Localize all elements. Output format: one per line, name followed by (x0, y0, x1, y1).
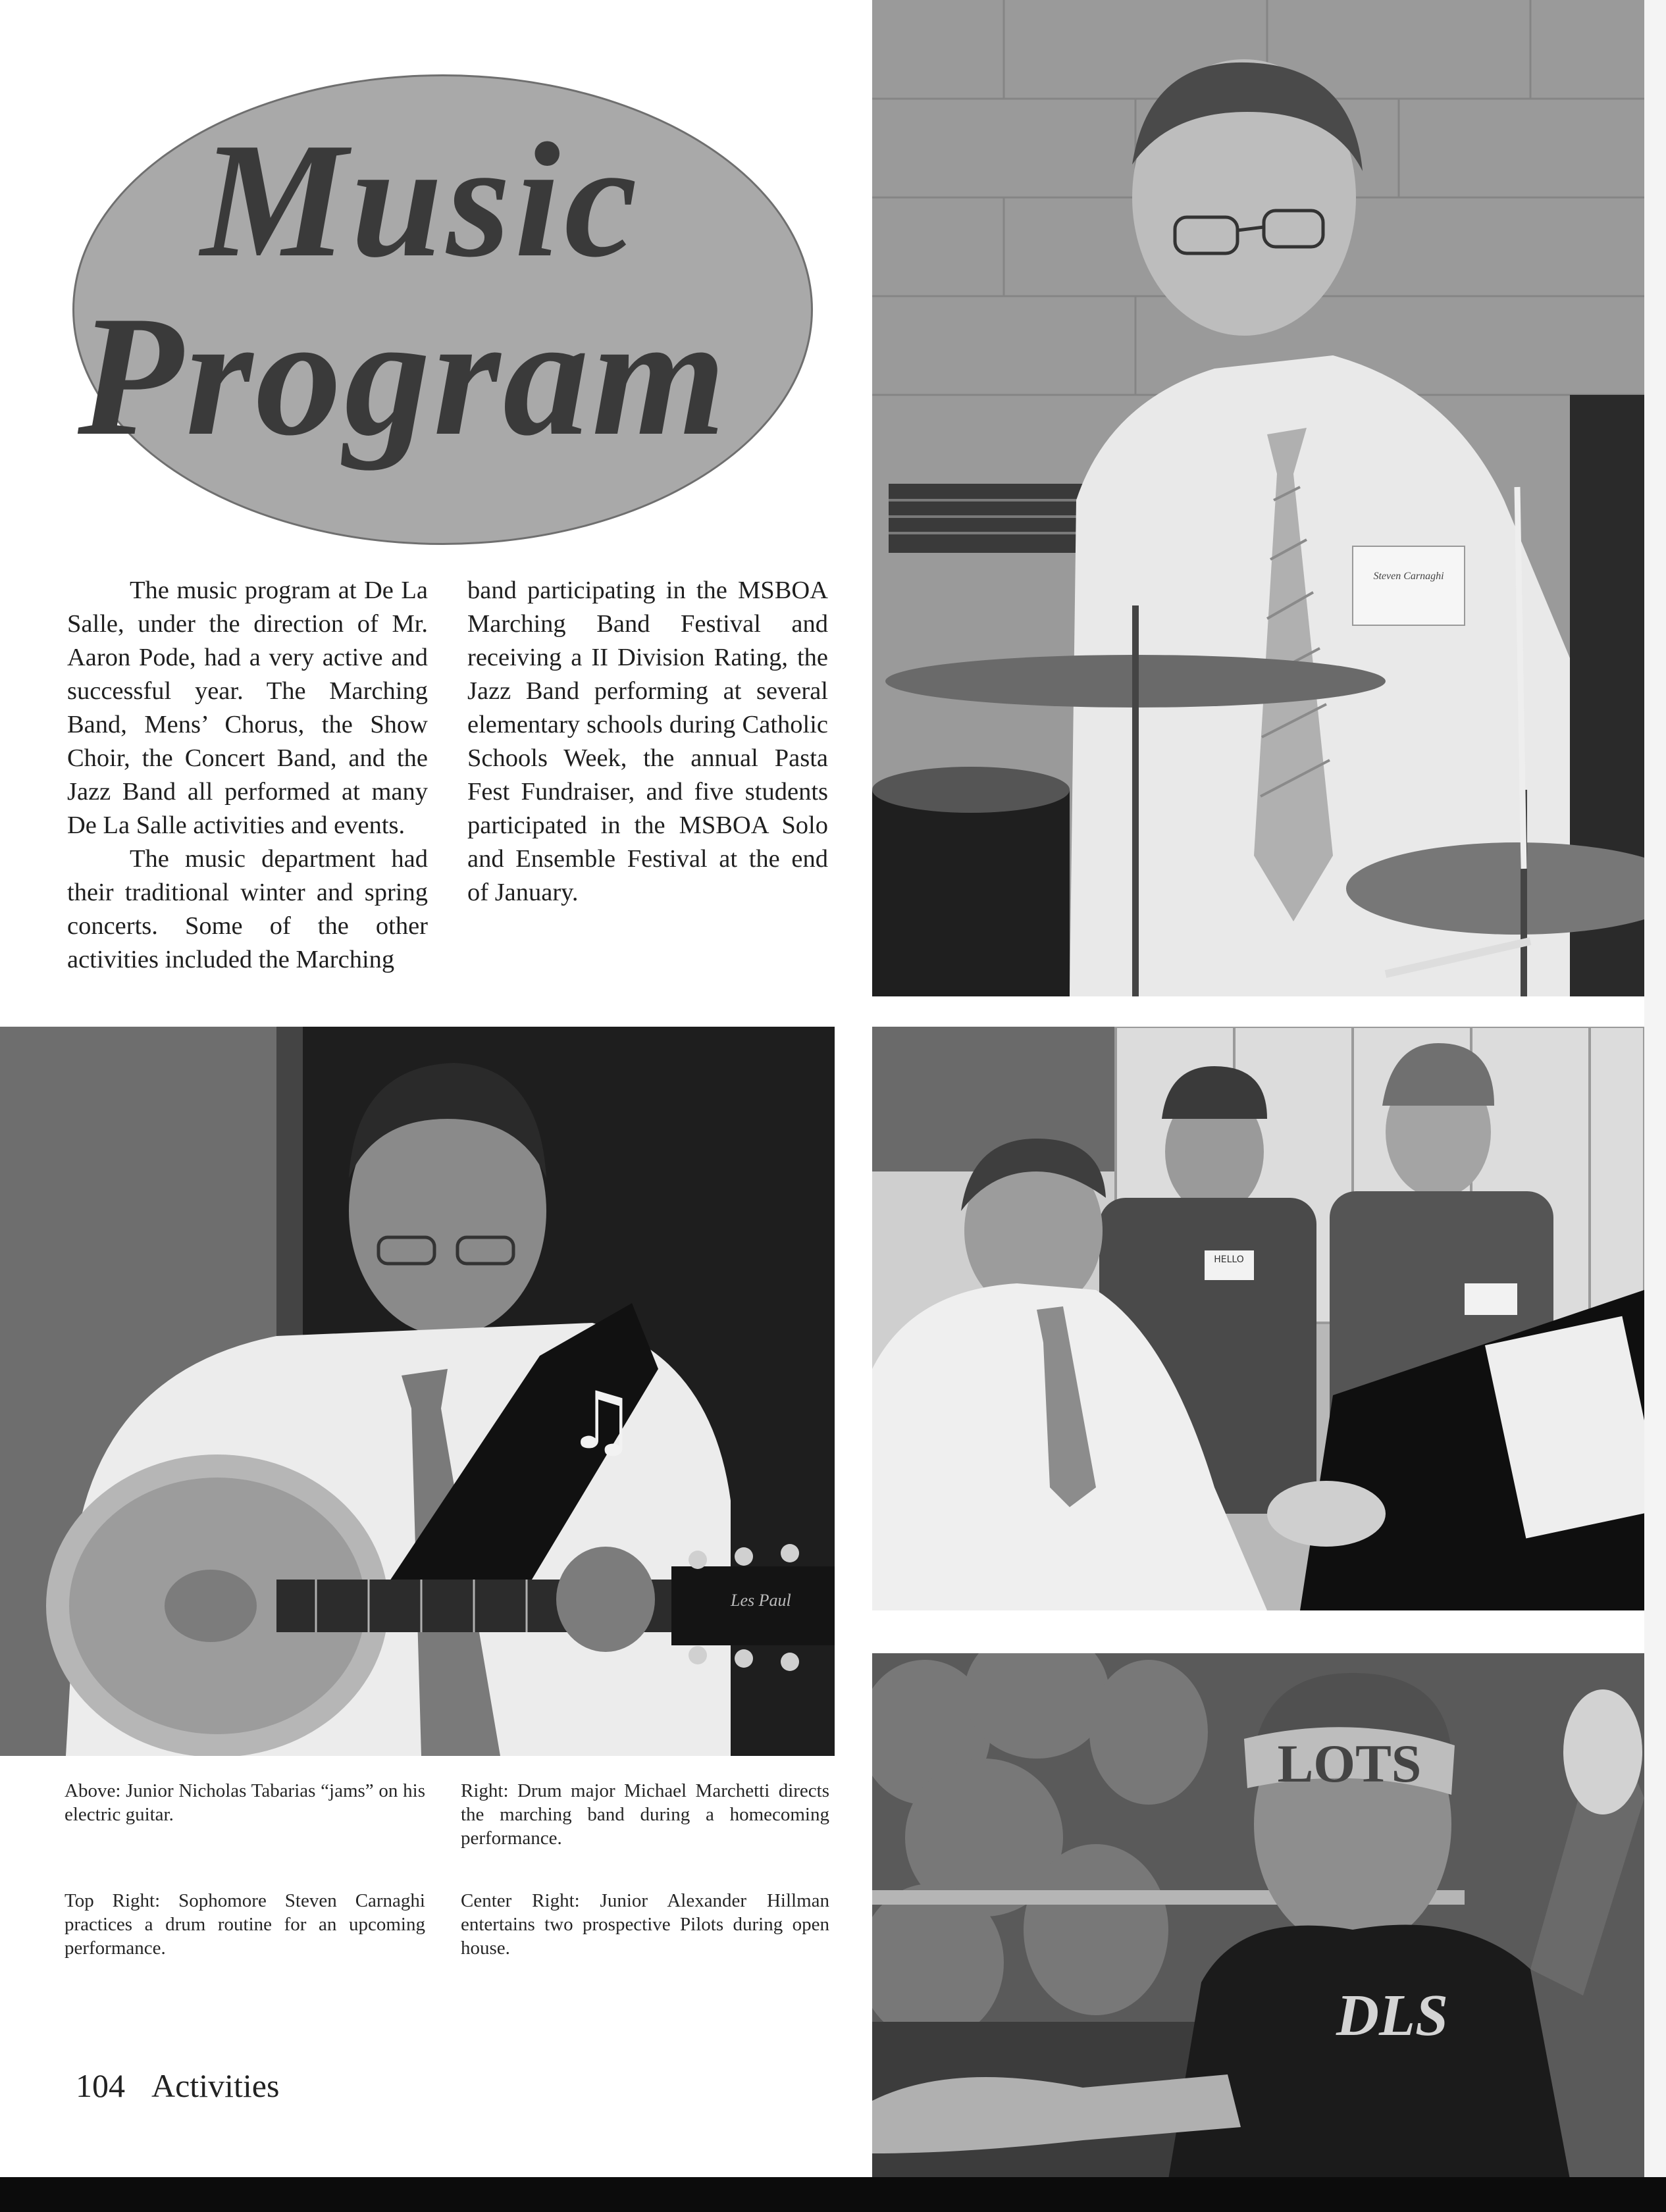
body-paragraph-2: The music department had their traditional winter and spring concerts. Some of the other activities included the Marching (67, 845, 428, 973)
photo-guitarist-image (0, 1027, 835, 1756)
body-paragraph-3: band participating in the MSBOA Marching Band Festival and receiving a II Division Rating, the Jazz Band performing at several elementary schools during Catholic Schools Week, the annual Pasta Fest Fundraiser, and five students participated in the MSBOA Solo and Ensemble Festival at the end of January. (467, 577, 828, 906)
page-footer (76, 2067, 279, 2105)
piano-name-tag-1: HELLO (1214, 1254, 1244, 1265)
body-column-right (467, 574, 828, 910)
caption-above: Above: Junior Nicholas Tabarias “jams” on his electric guitar. (65, 1780, 425, 1825)
photo-pianist-image (872, 1027, 1644, 1610)
body-column-left (67, 574, 428, 977)
svg-text:♫: ♫ (566, 1376, 637, 1467)
photo-drummer (872, 0, 1644, 996)
title-music: Music (201, 109, 642, 292)
body-paragraph-1: The music program at De La Salle, under the direction of Mr. Aaron Pode, had a very active and successful year. The Marching Band, Mens’ Chorus, the Show Choir, the Concert Band, and the Jazz Band all performed at many De La Salle activities and events. (67, 577, 428, 839)
caption-center-right: Center Right: Junior Alexander Hillman entertains two prospective Pilots during open house. (461, 1890, 829, 1959)
photo-drummer-image (872, 0, 1644, 996)
page-edge (1644, 0, 1666, 2177)
headband-text: LOTS (1277, 1734, 1422, 1793)
photo-drum-major (872, 1653, 1644, 2179)
caption-top-right: Top Right: Sophomore Steven Carnaghi practices a drum routine for an upcoming performance. (65, 1890, 425, 1959)
photo-pianist (872, 1027, 1644, 1610)
title-program: Program (78, 280, 729, 471)
page-number: 104 (76, 2067, 125, 2104)
jacket-logo: DLS (1336, 1983, 1449, 2048)
badge-name: Steven Carnaghi (1373, 571, 1444, 582)
headstock-text: Les Paul (731, 1591, 791, 1610)
caption-right: Right: Drum major Michael Marchetti directs the marching band during a homecoming performance. (461, 1780, 829, 1849)
section-name: Activities (151, 2067, 280, 2104)
scan-border (0, 2177, 1666, 2212)
photo-drum-major-image (872, 1653, 1644, 2179)
photo-guitarist (0, 1027, 835, 1756)
